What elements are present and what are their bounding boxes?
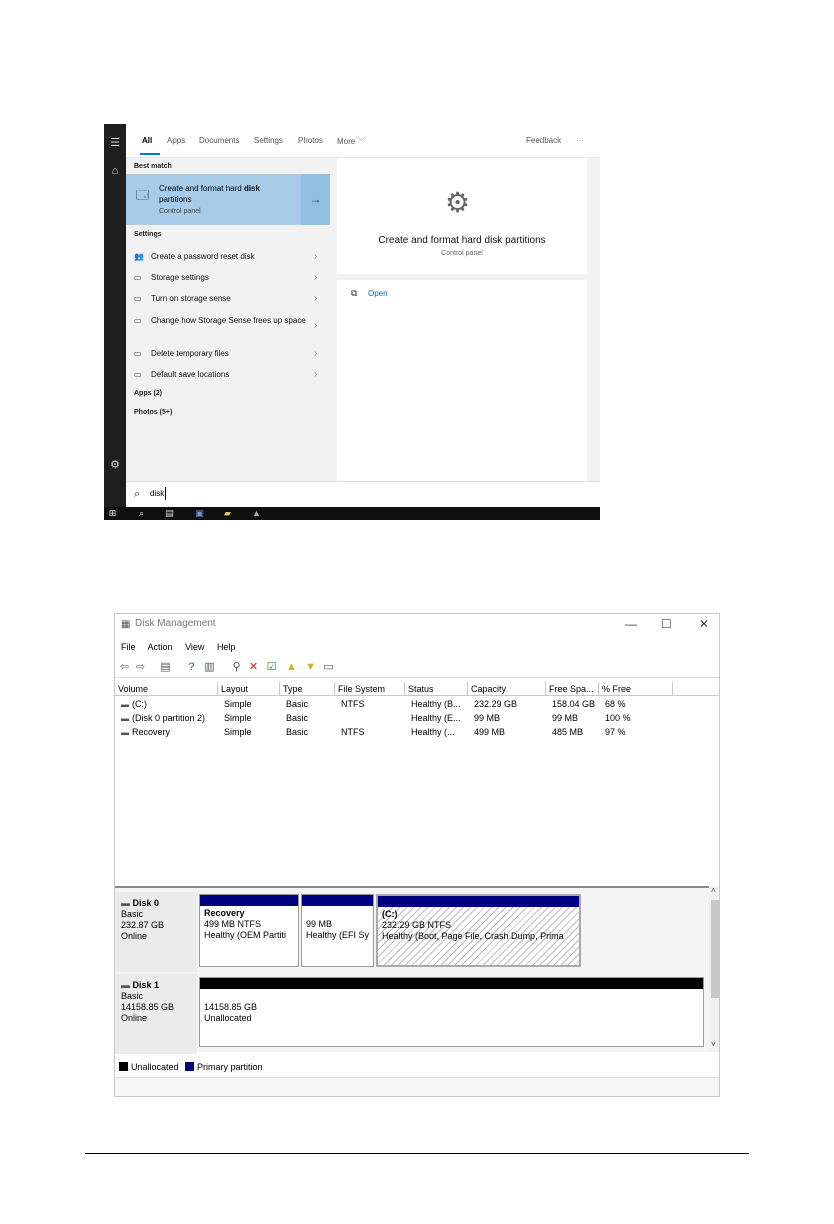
partition-size: 99 MB [306,919,333,929]
apps-header[interactable]: Apps (2) [134,390,162,397]
maximize-button[interactable]: ☐ [661,617,672,631]
chevron-right-icon: › [314,251,318,262]
active-tab-indicator [140,153,160,155]
cell-capacity: 499 MB [474,727,506,737]
col-layout[interactable]: Layout [218,682,280,696]
windows-start-icon[interactable]: ⊞ [108,508,117,518]
partition-recovery[interactable] [199,894,299,967]
cell-free-space: 99 MB [552,713,579,723]
search-box[interactable] [126,481,600,507]
cell-percent-free: 100 % [605,713,631,723]
primary-partition-bar [200,895,298,906]
properties-icon[interactable]: ▤ [160,661,171,673]
cell-layout: Simple [224,699,252,709]
search-icon: ⌕ [134,488,141,500]
chevron-right-icon: › [314,348,318,359]
chevron-right-icon: › [314,320,318,331]
legend-unallocated: Unallocated [131,1062,179,1072]
disk-management-window [114,613,720,1097]
partition-status: Healthy (Boot, Page File, Crash Dump, Prima [382,931,564,941]
cell-status: Healthy (B... [411,699,461,709]
more-options-button[interactable]: ··· [576,136,584,145]
cell-free-space: 158.04 GB [552,699,596,709]
users-icon: 👥 [134,252,144,261]
cell-volume: Recovery [132,727,171,737]
primary-partition-bar [378,896,579,907]
col-percent-free[interactable]: % Free [599,682,673,696]
check-icon[interactable]: ☑ [266,661,277,673]
partition-status: Healthy (OEM Partiti [204,930,287,940]
tab-more[interactable]: More ﹀ [337,137,366,146]
col-file-system[interactable]: File System [335,682,405,696]
forward-icon[interactable]: ⇨ [135,661,146,673]
drive-icon: ▭ [134,349,142,358]
settings-header: Settings [134,231,162,238]
file-explorer-icon[interactable]: ▰ [224,508,231,518]
col-filler [673,682,720,696]
menu-file[interactable]: File [121,642,136,652]
preview-subtitle: Control panel [441,250,483,257]
console-icon[interactable]: ▭ [323,661,334,673]
cell-file-system: NTFS [341,727,365,737]
partition-unallocated[interactable] [199,977,704,1047]
start-menu-search [104,124,600,520]
window-title: Disk Management [135,618,216,629]
drive-icon: ▭ [134,273,142,282]
status-bar [115,1077,720,1097]
scroll-down-icon[interactable]: ˅ [711,1040,716,1049]
disk-1-state: Online [121,1013,148,1023]
drive-icon: ▭ [134,370,142,379]
tab-documents[interactable]: Documents [199,136,240,145]
page-footer-rule [85,1153,749,1154]
menu-bar [121,642,235,652]
minimize-button[interactable]: — [625,617,637,631]
preview-actions [337,274,587,503]
col-free-space[interactable]: Free Spa... [546,682,599,696]
tab-apps[interactable]: Apps [167,136,186,145]
search-input[interactable]: disk [150,489,165,498]
open-icon: ⧉ [351,288,358,298]
cell-capacity: 232.29 GB [474,699,518,709]
preview-title: Create and format hard disk partitions [378,235,546,246]
cell-percent-free: 97 % [605,727,626,737]
cell-volume: (Disk 0 partition 2) [132,713,206,723]
cell-type: Basic [286,699,309,709]
feedback-link[interactable]: Feedback [526,136,562,145]
close-button[interactable]: ✕ [699,617,710,631]
tab-all[interactable]: All [142,136,153,145]
server-manager-icon[interactable]: ▲ [252,508,261,518]
scroll-thumb[interactable] [711,900,719,998]
cell-capacity: 99 MB [474,713,501,723]
drive-icon: ▭ [134,294,142,303]
primary-partition-swatch [185,1062,194,1071]
disk-1-type: Basic [121,991,144,1001]
import-icon[interactable]: ▲ [286,661,297,673]
legend-primary-partition: Primary partition [197,1062,263,1072]
taskbar [104,507,600,520]
photos-header[interactable]: Photos (5+) [134,409,173,416]
best-match-header: Best match [134,163,172,170]
preview-pane [337,158,600,507]
disk-0-type: Basic [121,909,144,919]
disk-1-name: Disk 1 [132,980,160,990]
volume-table [115,682,720,882]
volume-icon: ▬ [121,728,129,737]
partition-name: Recovery [204,908,245,918]
partition-status: Unallocated [204,1013,252,1023]
unallocated-bar [200,978,703,989]
disk-partition-icon: 🗔 [136,188,150,202]
delete-icon[interactable]: ✕ [248,661,259,673]
volume-icon: ▬ [121,714,129,723]
partition-size: 499 MB NTFS [204,919,262,929]
best-match-subtitle: Control panel [159,208,201,215]
gear-icon[interactable]: ⚙ [110,459,120,471]
partition-c[interactable] [376,894,581,967]
cell-status: Healthy (E... [411,713,461,723]
cell-type: Basic [286,727,309,737]
chevron-right-icon: › [314,272,318,283]
disk-0-size: 232.87 GB [121,920,165,930]
menu-help[interactable]: Help [216,642,236,652]
results-list: Best match 🗔 Create and format hard disk partitions Control panel → Settings 👥 Create a password reset disk › ▭ Storage settings › ▭ Turn on storage sense › ▭ Change how Storage Sense frees up space › ▭ Delete temporary files › ▭ Default save locations › Apps (2) Photos (5+) [126,158,330,507]
partition-name: (C:) [382,909,398,919]
arrow-right-icon[interactable]: → [301,174,330,225]
legend [115,1060,720,1074]
preview-card [337,158,587,274]
list-view-icon[interactable]: ▥ [204,661,215,673]
cell-status: Healthy (... [411,727,455,737]
chevron-right-icon: › [314,369,318,380]
col-capacity[interactable]: Capacity [468,682,546,696]
unallocated-swatch [119,1062,128,1071]
start-rail [104,124,126,507]
col-status[interactable]: Status [405,682,468,696]
partition-size: 232.29 GB NTFS [382,920,452,930]
scroll-up-icon[interactable]: ˄ [711,886,716,895]
home-icon[interactable]: ⌂ [111,165,119,177]
menu-view[interactable]: View [185,642,205,652]
chevron-down-icon: ﹀ [357,137,366,146]
disk-graphical-view [115,886,709,1052]
drive-icon: ▬ [121,980,133,990]
menu-action[interactable]: Action [147,642,173,652]
partition-status: Healthy (EFI Sy [306,930,370,940]
connect-icon[interactable]: ⚲ [232,661,241,673]
primary-partition-bar [302,895,373,906]
partition-size: 14158.85 GB [204,1002,258,1012]
cell-volume: (C:) [132,699,147,709]
back-icon[interactable]: ⇦ [119,661,130,673]
disk-1-size: 14158.85 GB [121,1002,175,1012]
cell-layout: Simple [224,727,252,737]
drive-icon: ▭ [134,316,142,325]
drive-icon: ▬ [121,898,133,908]
cell-layout: Simple [224,713,252,723]
col-type[interactable]: Type [280,682,335,696]
hamburger-icon[interactable]: ☰ [110,137,120,149]
help-icon[interactable]: ? [188,661,195,673]
text-cursor [165,487,166,500]
export-icon[interactable]: ▼ [305,661,316,673]
cell-type: Basic [286,713,309,723]
disk-0-state: Online [121,931,148,941]
network-icon[interactable]: ▣ [195,508,204,518]
cell-percent-free: 68 % [605,699,626,709]
disk-0-name: Disk 0 [132,898,160,908]
cell-free-space: 485 MB [552,727,584,737]
col-volume[interactable]: Volume [115,682,218,696]
disk-0-info[interactable] [115,892,197,972]
tab-settings[interactable]: Settings [254,136,283,145]
tab-photos[interactable]: Photos [298,136,323,145]
chevron-right-icon: › [314,293,318,304]
search-tabs [126,124,600,158]
volume-icon: ▬ [121,700,129,709]
disk-management-icon: ▦ [121,619,131,630]
vertical-scrollbar[interactable] [709,886,720,1052]
toolbar [115,658,720,678]
best-match-item[interactable] [126,174,330,225]
cell-file-system: NTFS [341,699,365,709]
task-view-icon[interactable]: ▤ [165,508,174,518]
partition-efi[interactable] [301,894,374,967]
disk-1-info[interactable] [115,974,197,1054]
best-match-title: Create and format hard disk partitions [159,184,260,204]
disk-management-icon: ⚙ [445,187,471,218]
open-action[interactable]: Open [368,289,388,298]
search-icon[interactable]: ⌕ [138,508,145,518]
